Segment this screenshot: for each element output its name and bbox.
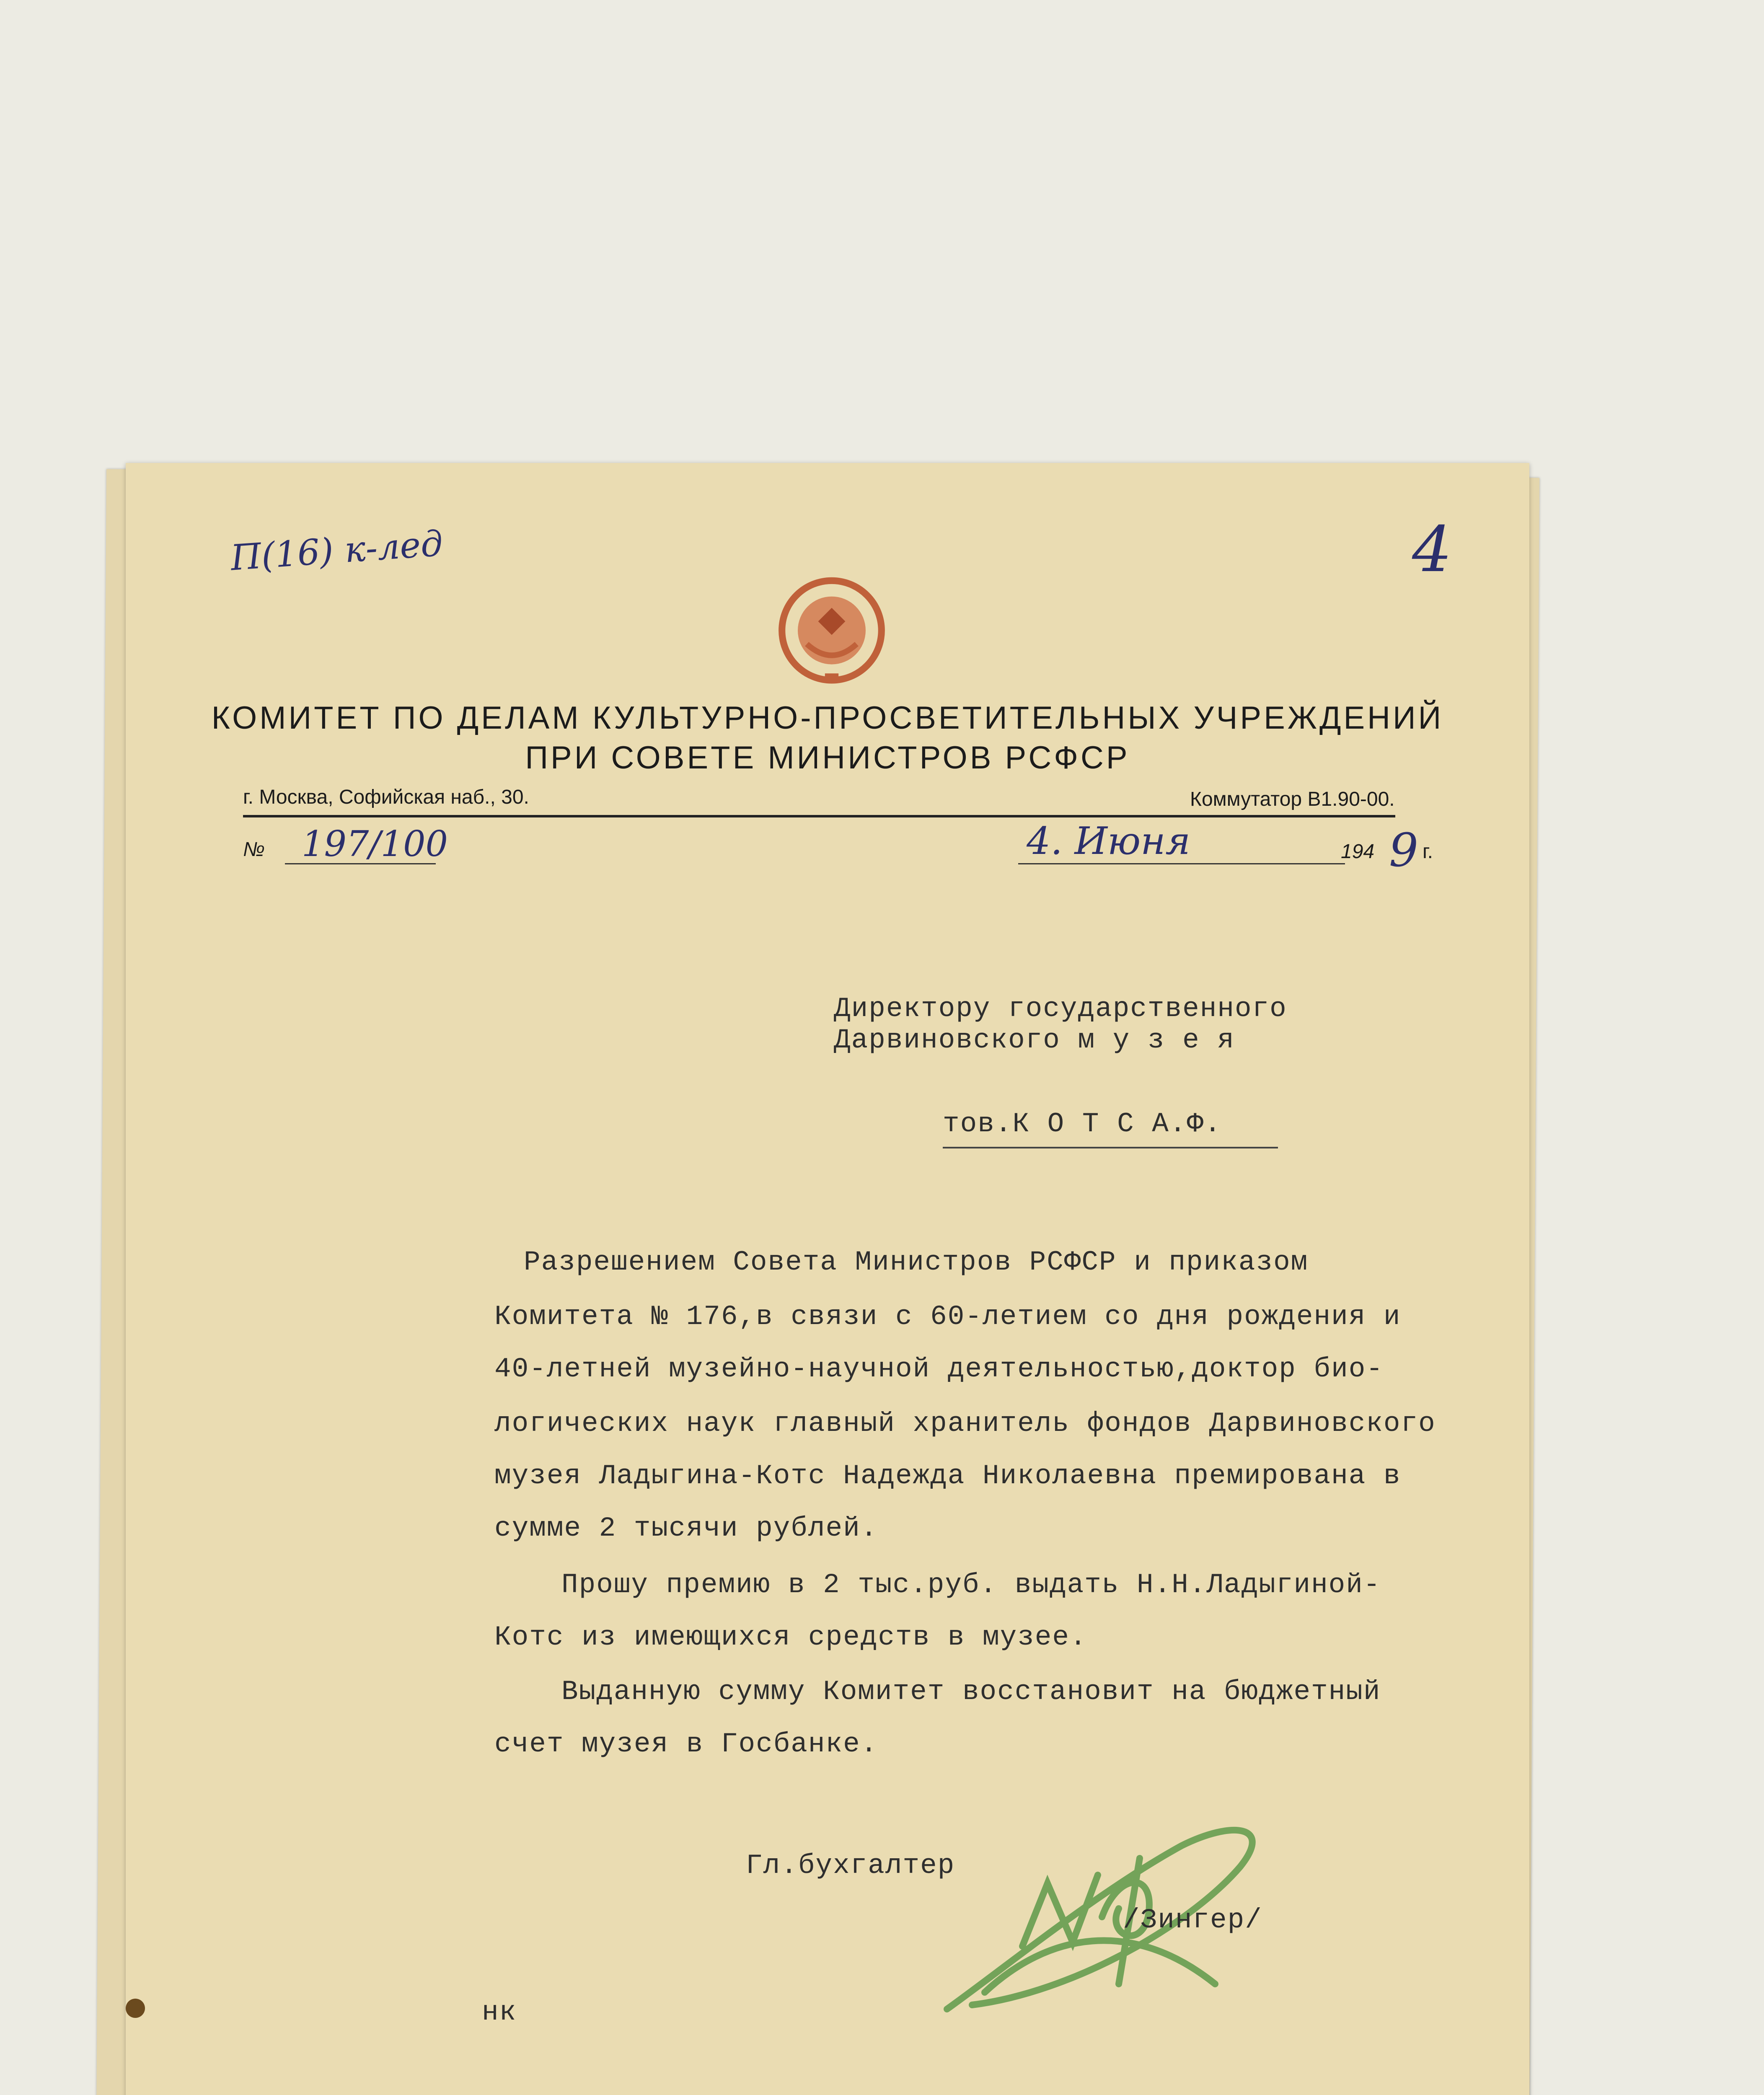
year-printed: 194 bbox=[1341, 841, 1375, 863]
body-line: музея Ладыгина-Котс Надежда Николаевна премирована в bbox=[494, 1460, 1401, 1492]
letterhead-address: г. Москва, Софийская наб., 30. bbox=[243, 786, 529, 808]
body-line: Комитета № 176,в связи с 60-летием со дня рождения и bbox=[494, 1301, 1401, 1332]
body-line: сумме 2 тысячи рублей. bbox=[494, 1513, 878, 1544]
body-line: 40-летней музейно-научной деятельностью,доктор био- bbox=[494, 1353, 1384, 1385]
archive-mark: П(16) к-лед bbox=[229, 522, 445, 579]
signature-name: /Зингер/ bbox=[1123, 1904, 1262, 1936]
typist-initials: нк bbox=[482, 1997, 517, 2028]
letterhead-phone: Коммутатор В1.90-00. bbox=[1190, 788, 1395, 810]
body-line: Выданную сумму Комитет восстановит на бюджетный bbox=[561, 1676, 1381, 1707]
body-line: логических наук главный хранитель фондов Дарвиновского bbox=[494, 1408, 1436, 1439]
date-line bbox=[1018, 863, 1345, 864]
rsfsr-emblem-icon bbox=[775, 576, 888, 689]
body-line: счет музея в Госбанке. bbox=[494, 1728, 878, 1760]
binding-hole bbox=[126, 1999, 145, 2018]
year-handwritten: 9 bbox=[1389, 823, 1418, 877]
sheet-number: 4 bbox=[1412, 513, 1452, 586]
letterhead-line-2: ПРИ СОВЕТЕ МИНИСТРОВ РСФСР bbox=[525, 740, 1130, 776]
date-handwritten: 4. Июня bbox=[1027, 819, 1191, 863]
letterhead-line-1: КОМИТЕТ ПО ДЕЛАМ КУЛЬТУРНО-ПРОСВЕТИТЕЛЬНЫХ УЧРЕЖДЕНИЙ bbox=[211, 700, 1444, 736]
reference-number-prefix: № bbox=[243, 838, 265, 861]
letterhead-rule bbox=[243, 815, 1395, 817]
addressee-line-1: Директору государственного bbox=[834, 993, 1287, 1024]
signature-title: Гл.бухгалтер bbox=[746, 1850, 955, 1881]
body-line: Прошу премию в 2 тыс.руб. выдать Н.Н.Ладыгиной- bbox=[561, 1569, 1381, 1601]
document-sheet bbox=[126, 463, 1529, 2095]
body-line: Котс из имеющихся средств в музее. bbox=[494, 1622, 1087, 1653]
reference-number: 197/100 bbox=[302, 823, 448, 864]
addressee-underline bbox=[943, 1147, 1278, 1148]
addressee-line-3: тов.К О Т С А.Ф. bbox=[943, 1108, 1222, 1140]
addressee-line-2: Дарвиновского м у з е я bbox=[834, 1024, 1235, 1056]
year-suffix: г. bbox=[1423, 841, 1433, 863]
body-line: Разрешением Совета Министров РСФСР и приказом bbox=[524, 1247, 1309, 1278]
